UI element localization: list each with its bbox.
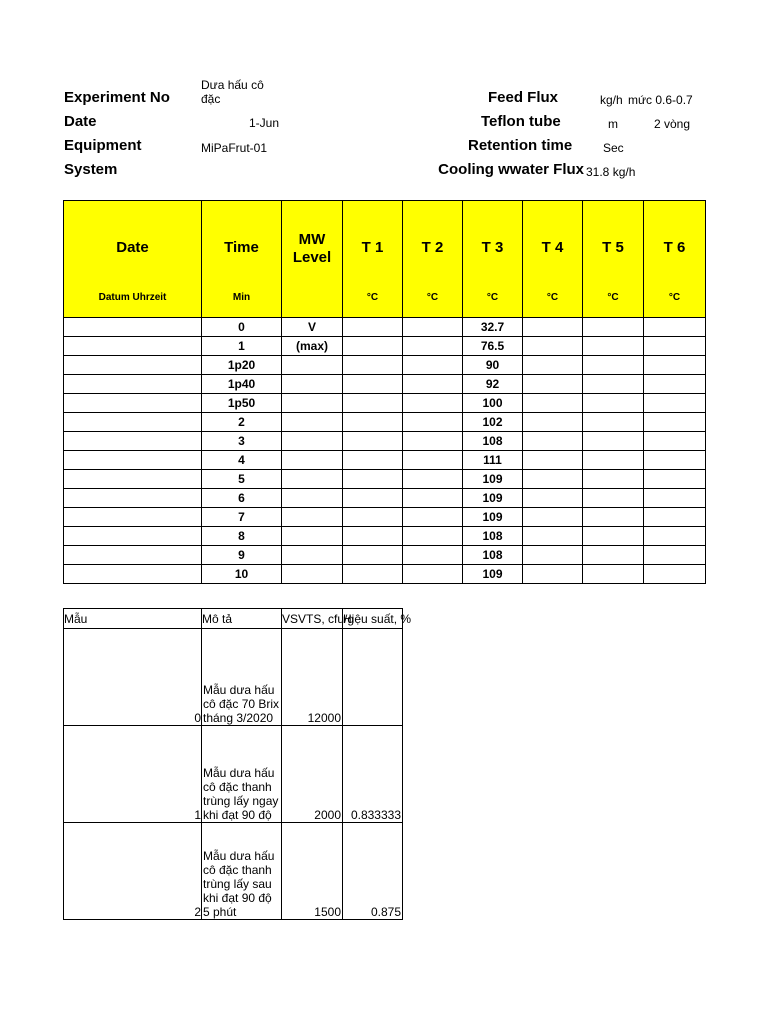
t2-cell: [403, 318, 463, 337]
date-cell: [64, 318, 202, 337]
teflon-tube-value: 2 vòng: [654, 117, 691, 131]
mw-level-cell: V: [282, 318, 343, 337]
date-cell: [64, 356, 202, 375]
sample-cfu-cell: 12000: [282, 629, 343, 726]
time-cell: 1p50: [202, 394, 282, 413]
retention-time-unit: Sec: [603, 141, 624, 155]
t3-cell: 109: [463, 565, 523, 584]
feed-flux-value: mức 0.6-0.7: [628, 93, 693, 107]
sample-efficiency-cell: 0.875: [343, 823, 403, 920]
t1-cell: [343, 565, 403, 584]
t6-cell: [644, 451, 706, 470]
t3-cell: 76.5: [463, 337, 523, 356]
t6-cell: [644, 356, 706, 375]
time-cell: 6: [202, 489, 282, 508]
mw-level-cell: [282, 375, 343, 394]
t1-cell: [343, 432, 403, 451]
col-t2-header: T 2 °C: [403, 201, 463, 318]
time-cell: 7: [202, 508, 282, 527]
system-label: System: [64, 161, 118, 178]
col-t3-header: T 3 °C: [463, 201, 523, 318]
cooling-flux-label-box: [438, 161, 584, 181]
t2-cell: [403, 337, 463, 356]
mw-level-cell: [282, 565, 343, 584]
mw-level-cell: [282, 413, 343, 432]
mw-level-cell: [282, 470, 343, 489]
sample-row: [64, 726, 403, 823]
date-cell: [64, 337, 202, 356]
time-cell: 1p20: [202, 356, 282, 375]
t4-cell: [523, 432, 583, 451]
table-row: [64, 508, 706, 527]
t2-cell: [403, 451, 463, 470]
col-date-header: Date Datum Uhrzeit: [64, 201, 202, 318]
t6-cell: [644, 565, 706, 584]
t3-cell: 32.7: [463, 318, 523, 337]
t6-cell: [644, 546, 706, 565]
t2-cell: [403, 527, 463, 546]
t2-cell: [403, 546, 463, 565]
table-row: [64, 451, 706, 470]
t4-cell: [523, 470, 583, 489]
t3-cell: 108: [463, 546, 523, 565]
t2-cell: [403, 375, 463, 394]
mw-level-cell: [282, 451, 343, 470]
table-row: [64, 413, 706, 432]
mw-level-cell: [282, 432, 343, 451]
t4-cell: [523, 546, 583, 565]
table-row: [64, 546, 706, 565]
table-row: [64, 565, 706, 584]
sample-index-cell: 2: [64, 823, 202, 920]
t6-cell: [644, 413, 706, 432]
t4-cell: [523, 508, 583, 527]
sample-col-header: Mẫu: [64, 609, 202, 629]
t6-cell: [644, 337, 706, 356]
sample-row: [64, 629, 403, 726]
t4-cell: [523, 565, 583, 584]
retention-time-label: Retention time: [468, 137, 573, 154]
table-row: [64, 432, 706, 451]
col-t4-header: T 4 °C: [523, 201, 583, 318]
date-cell: [64, 451, 202, 470]
t5-cell: [583, 318, 644, 337]
cooling-flux-label: Cooling wwater Flux: [438, 161, 584, 178]
equipment-value: MiPaFrut-01: [201, 141, 268, 155]
t1-cell: [343, 508, 403, 527]
t3-cell: 92: [463, 375, 523, 394]
table-row: [64, 527, 706, 546]
t1-cell: [343, 337, 403, 356]
t1-cell: [343, 413, 403, 432]
feed-flux-unit: kg/h: [600, 93, 623, 107]
time-cell: 1: [202, 337, 282, 356]
teflon-tube-unit: m: [608, 117, 618, 131]
t3-cell: 109: [463, 470, 523, 489]
t3-cell: 102: [463, 413, 523, 432]
col-t1-header: T 1 °C: [343, 201, 403, 318]
sample-row: [64, 823, 403, 920]
time-cell: 10: [202, 565, 282, 584]
date-cell: [64, 413, 202, 432]
t5-cell: [583, 394, 644, 413]
t5-cell: [583, 337, 644, 356]
t4-cell: [523, 394, 583, 413]
t4-cell: [523, 489, 583, 508]
t1-cell: [343, 546, 403, 565]
cooling-flux-value: 31.8 kg/h: [586, 165, 636, 179]
t3-cell: 100: [463, 394, 523, 413]
equipment-label: Equipment: [64, 137, 142, 154]
table-row: [64, 318, 706, 337]
sample-cfu-cell: 2000: [282, 726, 343, 823]
date-cell: [64, 394, 202, 413]
t4-cell: [523, 318, 583, 337]
table-header-row: [64, 201, 706, 318]
t5-cell: [583, 432, 644, 451]
table-row: [64, 375, 706, 394]
col-t6-header: T 6 °C: [644, 201, 706, 318]
t6-cell: [644, 432, 706, 451]
mw-level-cell: [282, 489, 343, 508]
sample-index-cell: 1: [64, 726, 202, 823]
t1-cell: [343, 318, 403, 337]
t2-cell: [403, 432, 463, 451]
t3-cell: 90: [463, 356, 523, 375]
t1-cell: [343, 375, 403, 394]
t2-cell: [403, 394, 463, 413]
sample-cfu-cell: 1500: [282, 823, 343, 920]
date-cell: [64, 375, 202, 394]
t4-cell: [523, 356, 583, 375]
table-row: [64, 356, 706, 375]
t4-cell: [523, 337, 583, 356]
t2-cell: [403, 356, 463, 375]
time-cell: 4: [202, 451, 282, 470]
date-value: 1-Jun: [249, 116, 280, 130]
t3-cell: 108: [463, 527, 523, 546]
t6-cell: [644, 318, 706, 337]
sample-efficiency-cell: [343, 629, 403, 726]
t1-cell: [343, 356, 403, 375]
mw-level-cell: (max): [282, 337, 343, 356]
sample-description-cell: Mẫu dưa hấu cô đặc 70 Brix tháng 3/2020: [202, 629, 282, 726]
t2-cell: [403, 565, 463, 584]
experiment-no-label: Experiment No: [64, 89, 170, 106]
t6-cell: [644, 394, 706, 413]
date-cell: [64, 508, 202, 527]
t5-cell: [583, 356, 644, 375]
time-cell: 8: [202, 527, 282, 546]
sample-table: [63, 608, 412, 920]
table-row: [64, 470, 706, 489]
date-label: Date: [64, 113, 97, 130]
t5-cell: [583, 489, 644, 508]
t3-cell: 109: [463, 508, 523, 527]
temperature-table: [63, 200, 706, 584]
time-cell: 0: [202, 318, 282, 337]
sample-efficiency-cell: 0.833333: [343, 726, 403, 823]
sample-description-cell: Mẫu dưa hấu cô đặc thanh trùng lấy sau khi đạt 90 độ 5 phút: [202, 823, 282, 920]
t6-cell: [644, 489, 706, 508]
t3-cell: 111: [463, 451, 523, 470]
feed-flux-label: Feed Flux: [488, 89, 559, 106]
t4-cell: [523, 451, 583, 470]
t2-cell: [403, 470, 463, 489]
t6-cell: [644, 527, 706, 546]
date-cell: [64, 489, 202, 508]
t1-cell: [343, 451, 403, 470]
sample-header-row: [64, 609, 403, 629]
t5-cell: [583, 470, 644, 489]
mw-level-cell: [282, 546, 343, 565]
sample-description-cell: Mẫu dưa hấu cô đặc thanh trùng lấy ngay khi đạt 90 độ: [202, 726, 282, 823]
t1-cell: [343, 394, 403, 413]
mw-level-cell: [282, 394, 343, 413]
mw-level-cell: [282, 527, 343, 546]
time-cell: 2: [202, 413, 282, 432]
t5-cell: [583, 375, 644, 394]
t1-cell: [343, 489, 403, 508]
t4-cell: [523, 375, 583, 394]
date-cell: [64, 546, 202, 565]
t6-cell: [644, 508, 706, 527]
efficiency-col-header: Hiệu suất, %: [343, 609, 403, 629]
date-cell: [64, 565, 202, 584]
experiment-no-value: Dưa hấu cô đặc: [201, 78, 264, 106]
t3-cell: 108: [463, 432, 523, 451]
t2-cell: [403, 413, 463, 432]
time-cell: 3: [202, 432, 282, 451]
time-cell: 5: [202, 470, 282, 489]
t5-cell: [583, 451, 644, 470]
t2-cell: [403, 508, 463, 527]
time-cell: 1p40: [202, 375, 282, 394]
t1-cell: [343, 527, 403, 546]
t6-cell: [644, 375, 706, 394]
t1-cell: [343, 470, 403, 489]
t5-cell: [583, 508, 644, 527]
table-row: [64, 489, 706, 508]
sample-index-cell: 0: [64, 629, 202, 726]
t4-cell: [523, 413, 583, 432]
t3-cell: 109: [463, 489, 523, 508]
cfu-col-header: VSVTS, cfu/g: [282, 609, 343, 629]
col-mw-level-header: MW Level: [282, 201, 343, 318]
description-col-header: Mô tả: [202, 609, 282, 629]
t5-cell: [583, 546, 644, 565]
t4-cell: [523, 527, 583, 546]
table-row: [64, 337, 706, 356]
time-cell: 9: [202, 546, 282, 565]
col-time-header: Time Min: [202, 201, 282, 318]
teflon-tube-label: Teflon tube: [481, 113, 561, 130]
t5-cell: [583, 413, 644, 432]
mw-level-cell: [282, 508, 343, 527]
date-cell: [64, 432, 202, 451]
t5-cell: [583, 527, 644, 546]
mw-level-cell: [282, 356, 343, 375]
t5-cell: [583, 565, 644, 584]
t2-cell: [403, 489, 463, 508]
table-row: [64, 394, 706, 413]
date-cell: [64, 470, 202, 489]
col-t5-header: T 5 °C: [583, 201, 644, 318]
date-cell: [64, 527, 202, 546]
t6-cell: [644, 470, 706, 489]
